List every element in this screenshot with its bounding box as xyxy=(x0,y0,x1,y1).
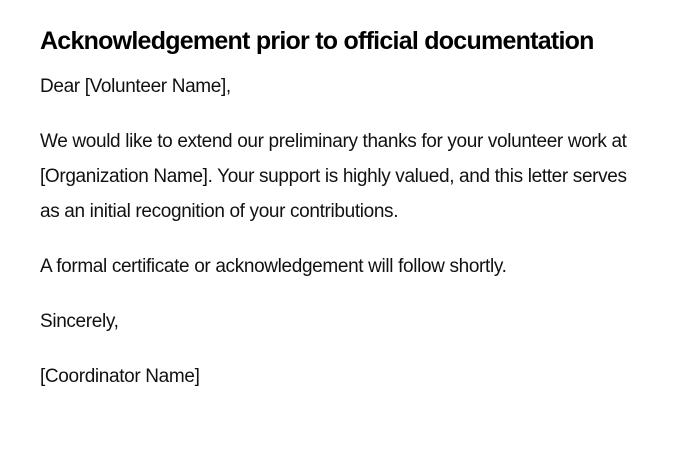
letter-greeting: Dear [Volunteer Name], xyxy=(40,76,231,97)
letter-closing: Sincerely, xyxy=(40,311,119,332)
letter-title: Acknowledgement prior to official documentation xyxy=(40,27,594,55)
letter-follow-up-paragraph: A formal certificate or acknowledgement will follow shortly. xyxy=(40,256,507,277)
letter-signature: [Coordinator Name] xyxy=(40,366,200,387)
letter-body-paragraph: We would like to extend our preliminary thanks for your volunteer work at [Organization Name]. Your support is highly valued, and this letter serves as an initial recognition of your contributions. xyxy=(40,131,627,222)
